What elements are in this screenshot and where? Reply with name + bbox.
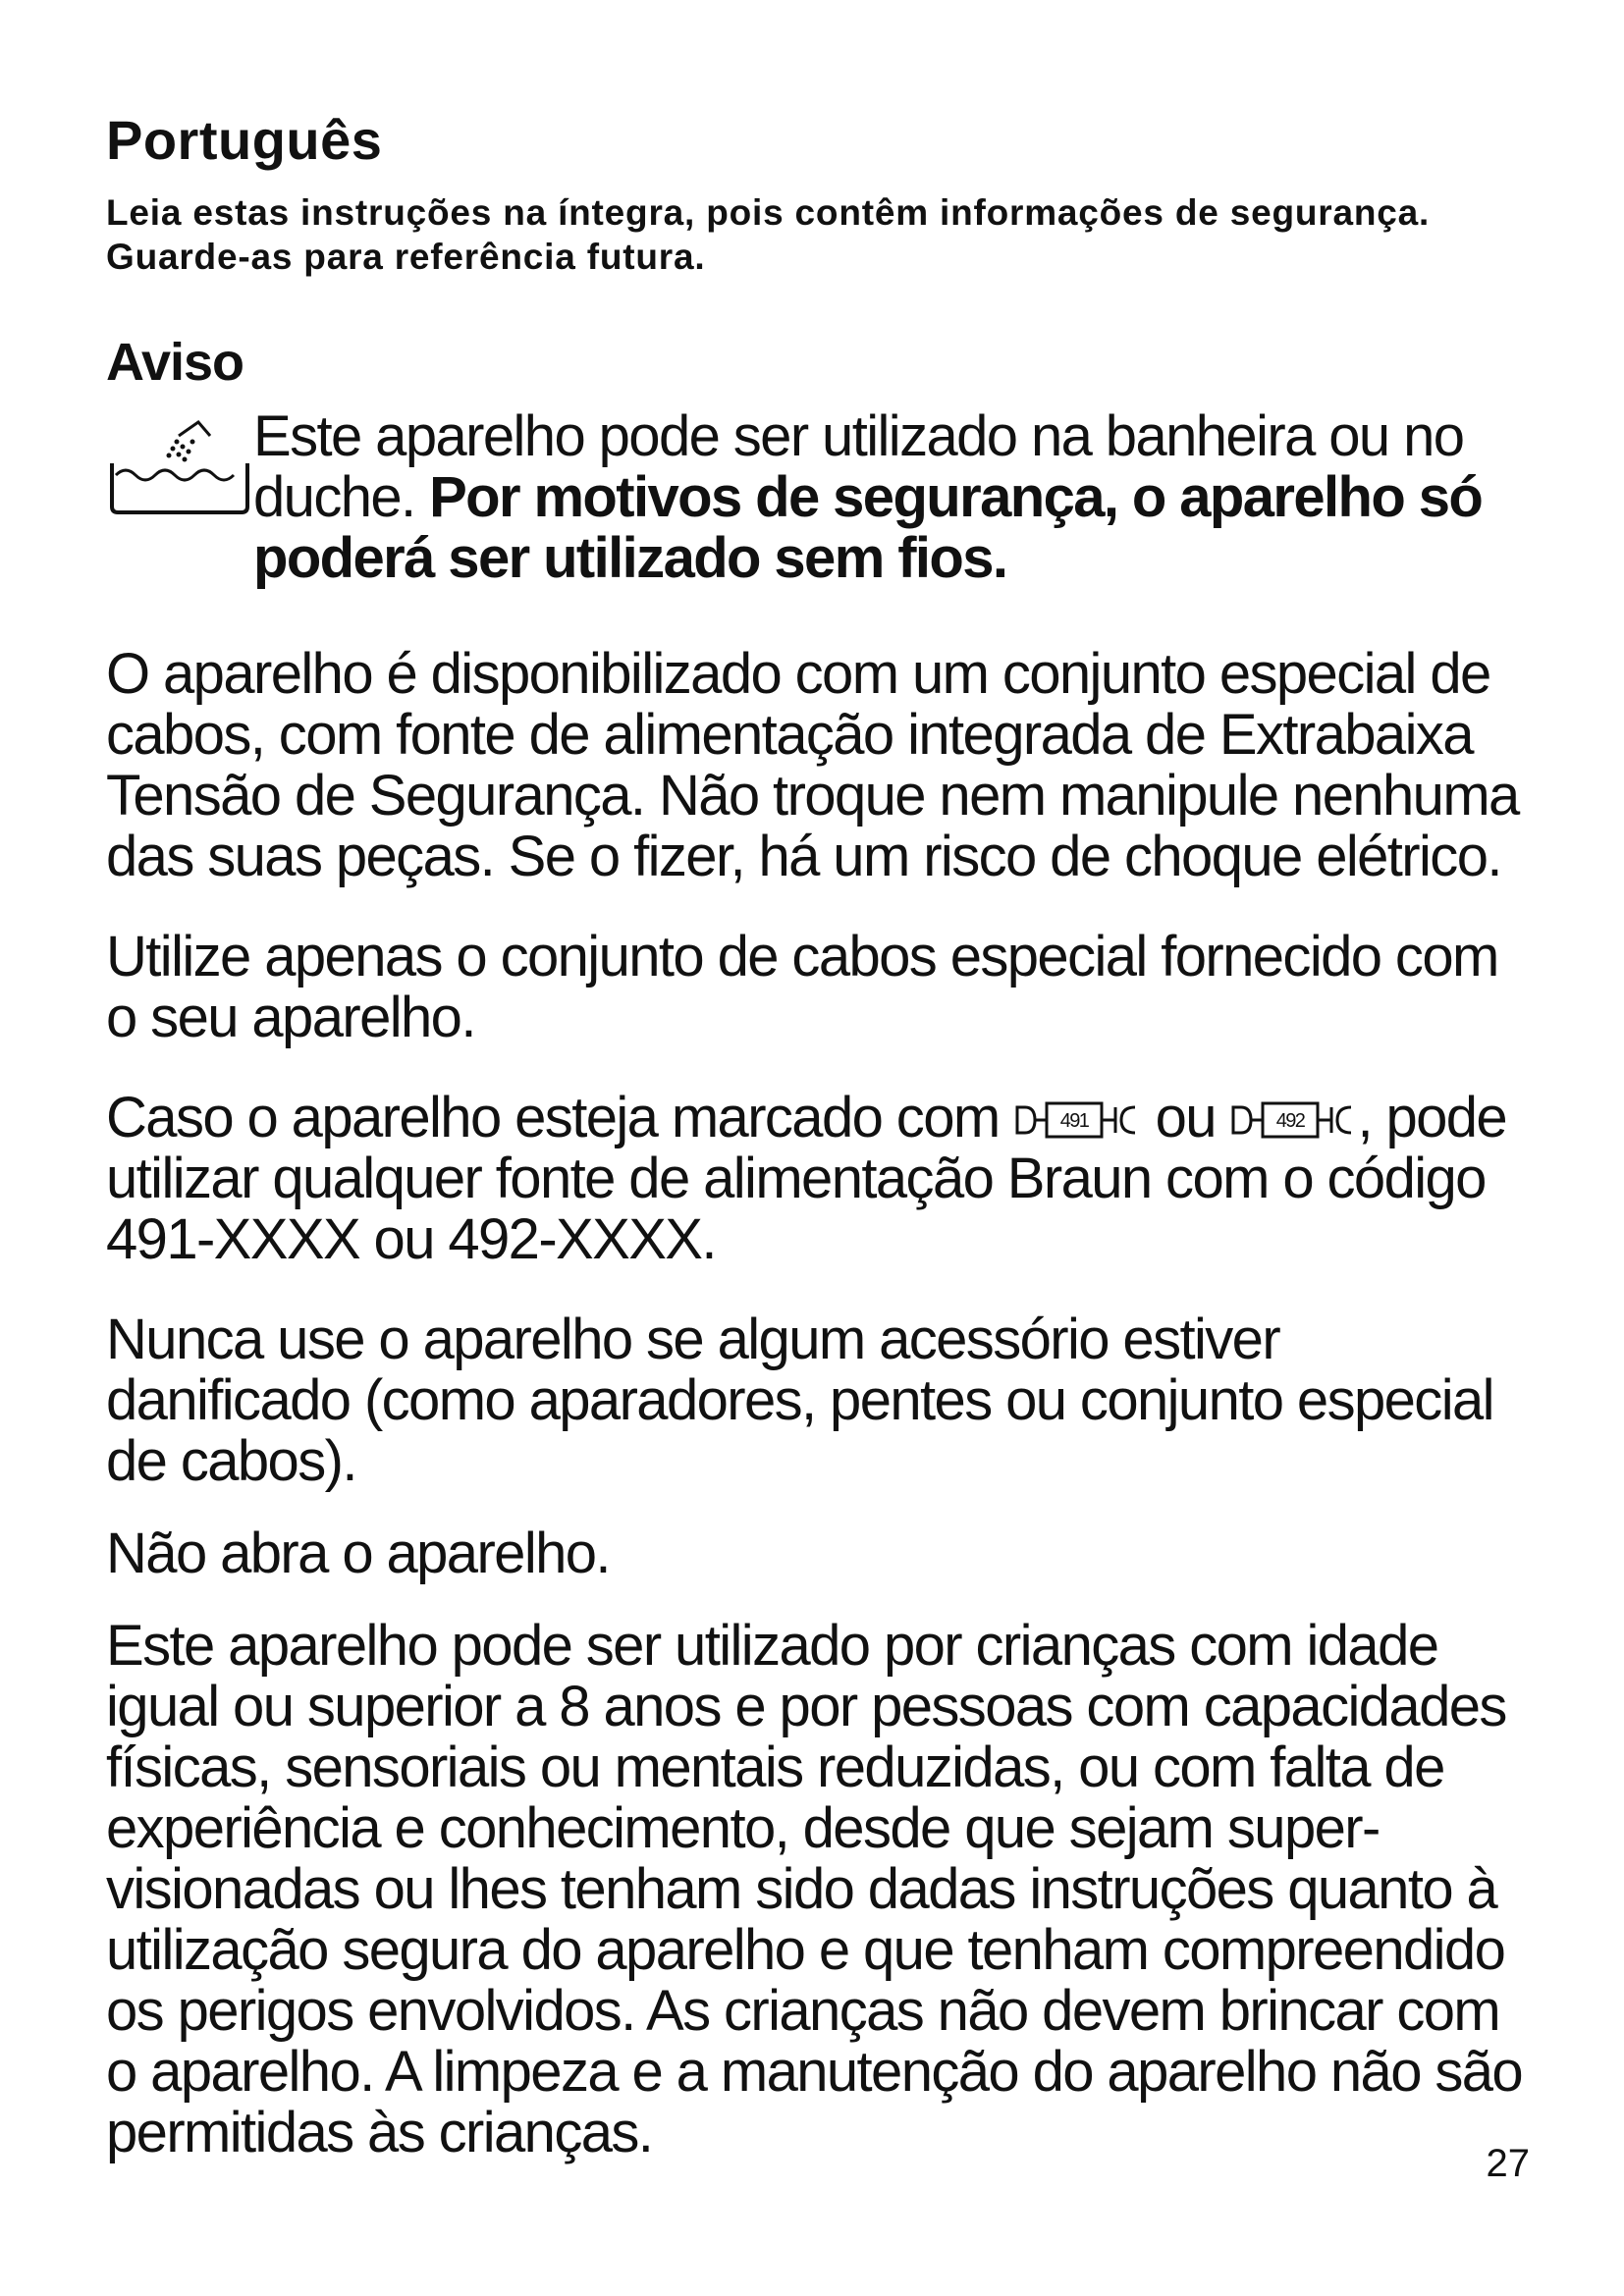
intro-text: Leia estas instruções na íntegra, pois contêm informações de segurança. Guarde-as para referência futura. [106,192,1431,277]
warning-heading: Aviso [106,333,244,392]
power-supply-491-icon [1013,1097,1141,1143]
warning-block [106,406,1530,589]
children-paragraph: Este aparelho pode ser utilizado por crianças com idade igual ou superior a 8 anos e por pessoas com capacidades físicas, sensoriais ou mentais reduzidas, ou com falta de experiência e conhecimento, desde que sejam super-visionadas ou lhes tenham sido dadas instruções quanto à utilização segura do aparelho e que tenham compreendido os perigos envolvidos. As crianças não devem brincar com o aparelho. A limpeza e a manutenção do aparelho não são permitidas às crianças. [106,1614,1523,2164]
power-supply-492-icon [1229,1097,1357,1143]
page-number: 27 [1486,2142,1530,2185]
marking-text-before: Caso o aparelho esteja marcado com [106,1086,1014,1149]
cable-set-paragraph: O aparelho é disponibilizado com um conjunto especial de cabos, com fonte de alimentação integrada de Extrabaixa Tensão de Segurança. Não troque nem manipule nenhuma das suas peças. Se o fizer, há um risco de choque elétrico. [106,642,1519,888]
damaged-accessory-paragraph: Nunca use o aparelho se algum acessório estiver danificado (como aparadores, pentes ou conjunto especial de cabos). [106,1308,1493,1493]
marking-text-after: , pode utilizar qualquer fonte de alimentação Braun com o código 491-XXXX ou 492-XXXX. [106,1086,1507,1271]
warning-text-bold: Por motivos de segurança, o aparelho só poderá ser utilizado sem fios. [253,465,1483,590]
power-supply-491-label: 491 [1059,1110,1089,1132]
do-not-open-paragraph: Não abra o aparelho. [106,1522,610,1585]
marking-text-or: ou [1141,1086,1230,1149]
warning-text-regular: Este aparelho pode ser utilizado na banheira ou no duche. [253,404,1464,529]
bath-shower-icon [106,414,253,522]
manual-page [106,106,1530,2163]
marking-paragraph [106,1088,1530,1270]
use-supplied-paragraph: Utilize apenas o conjunto de cabos especial fornecido com o seu aparelho. [106,925,1498,1049]
warning-text [253,406,1530,589]
power-supply-492-label: 492 [1276,1110,1305,1132]
language-title: Português [106,109,383,171]
